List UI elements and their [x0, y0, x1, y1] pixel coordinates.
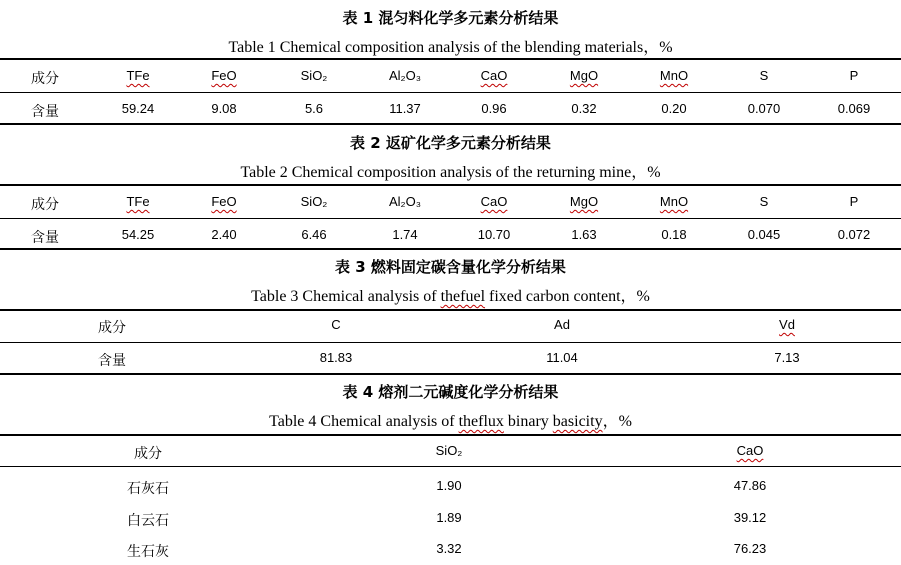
- table1-value-cell: 59.24: [121, 101, 155, 116]
- table4-cao-cell: 39.12: [733, 510, 767, 525]
- table4-title-en-wavy1: theflux: [458, 413, 504, 430]
- table2-header-cell: MnO: [659, 194, 689, 209]
- table2-header-cell: P: [849, 194, 859, 209]
- table2-top-rule: [0, 184, 901, 186]
- table4-sio2-cell: 1.90: [436, 478, 462, 493]
- table1-title-en: Table 1 Chemical composition analysis of the blending materials，%: [228, 39, 673, 56]
- table3-header-cell: Ad: [554, 317, 570, 332]
- table1-header-cell: 成分: [31, 71, 59, 87]
- table2-value-cell: 1.74: [392, 227, 418, 242]
- table3-header-cell: Vd: [779, 317, 795, 332]
- table1-header-cell: CaO: [480, 68, 508, 83]
- table1-value-cell: 0.32: [571, 101, 597, 116]
- table3-value-cell: 81.83: [319, 350, 353, 365]
- table4-header-cell: CaO: [736, 443, 764, 458]
- table3-title-en: [0, 283, 901, 306]
- table4-row-label: 白云石: [127, 513, 169, 529]
- table3-title-en-pre: Table 3 Chemical analysis of: [251, 288, 441, 305]
- table1-title-zh: 表 1 混匀料化学多元素分析结果: [342, 9, 559, 27]
- table1-header-cell: SiO₂: [300, 68, 328, 83]
- table4-title-zh: 表 4 熔剂二元碱度化学分析结果: [342, 383, 559, 401]
- table2-value-cell: 6.46: [301, 227, 327, 242]
- table3-row-label: 含量: [98, 353, 126, 369]
- table4-mid-rule: [0, 466, 901, 467]
- table4-title-en-pre: Table 4 Chemical analysis of: [269, 413, 459, 430]
- table4-header-cell: 成分: [134, 446, 162, 462]
- table1-value-cell: 5.6: [304, 101, 324, 116]
- table2-header-cell: Al₂O₃: [388, 194, 421, 209]
- table2-title-en: Table 2 Chemical composition analysis of the returning mine，%: [240, 164, 661, 181]
- table4-row-label: 生石灰: [127, 544, 169, 560]
- table1-value-cell: 0.96: [481, 101, 507, 116]
- table4-sio2-cell: 3.32: [436, 541, 462, 556]
- table2-value-cell: 0.045: [747, 227, 781, 242]
- table1-row-label: 含量: [31, 104, 59, 120]
- table2-header-cell: S: [759, 194, 769, 209]
- table2-value-cell: 0.18: [661, 227, 687, 242]
- table4-title-en-wavy2: basicity: [552, 413, 603, 430]
- table4-title-en: [0, 408, 901, 431]
- table3-value-cell: 7.13: [774, 350, 800, 365]
- table3-value-cell: 11.04: [546, 350, 578, 365]
- table4-row-label: 石灰石: [127, 481, 169, 497]
- table4-sio2-cell: 1.89: [436, 510, 462, 525]
- table1-value-cell: 9.08: [211, 101, 237, 116]
- table2-value-cell: 1.63: [571, 227, 597, 242]
- table2-title-zh: 表 2 返矿化学多元素分析结果: [350, 134, 551, 152]
- table1-header-cell: TFe: [126, 68, 150, 83]
- table4-top-rule: [0, 434, 901, 436]
- table3-title-zh: 表 3 燃料固定碳含量化学分析结果: [335, 258, 566, 276]
- table4-header-cell: SiO₂: [435, 443, 463, 458]
- table3-title-en-wavy: thefuel: [440, 288, 486, 305]
- table2-header-cell: 成分: [31, 197, 59, 213]
- table3-header-cell: 成分: [98, 320, 126, 336]
- table3-mid-rule: [0, 342, 901, 343]
- table1-value-cell: 0.069: [837, 101, 871, 116]
- table2-bottom-rule: [0, 248, 901, 250]
- table1-value-cell: 0.070: [747, 101, 781, 116]
- table4-cao-cell: 47.86: [733, 478, 767, 493]
- table1-header-cell: MgO: [569, 68, 599, 83]
- table2-row-label: 含量: [31, 230, 59, 246]
- table2-value-cell: 2.40: [211, 227, 237, 242]
- table2-header-cell: FeO: [211, 194, 237, 209]
- table2-header-cell: SiO₂: [300, 194, 328, 209]
- table2-mid-rule: [0, 218, 901, 219]
- table4-title-en-mid: binary: [503, 413, 553, 430]
- table4-cao-cell: 76.23: [733, 541, 767, 556]
- table3-header-cell: C: [331, 317, 341, 332]
- table2-header-cell: TFe: [126, 194, 150, 209]
- table1-header-cell: Al₂O₃: [388, 68, 421, 83]
- table4-title-en-post: ，%: [602, 413, 632, 430]
- table1-mid-rule: [0, 92, 901, 93]
- table1-bottom-rule: [0, 123, 901, 125]
- table1-header-cell: FeO: [211, 68, 237, 83]
- table2-value-cell: 0.072: [837, 227, 871, 242]
- table1-value-cell: 11.37: [389, 101, 421, 116]
- table1-header-cell: MnO: [659, 68, 689, 83]
- table3-title-en-post: fixed carbon content，%: [485, 288, 650, 305]
- table2-value-cell: 54.25: [121, 227, 155, 242]
- table2-header-cell: CaO: [480, 194, 508, 209]
- table1-header-cell: S: [759, 68, 769, 83]
- table2-header-cell: MgO: [569, 194, 599, 209]
- table1-header-cell: P: [849, 68, 859, 83]
- table3-top-rule: [0, 309, 901, 311]
- table1-value-cell: 0.20: [661, 101, 687, 116]
- table3-bottom-rule: [0, 373, 901, 375]
- table2-value-cell: 10.70: [477, 227, 511, 242]
- table1-top-rule: [0, 58, 901, 60]
